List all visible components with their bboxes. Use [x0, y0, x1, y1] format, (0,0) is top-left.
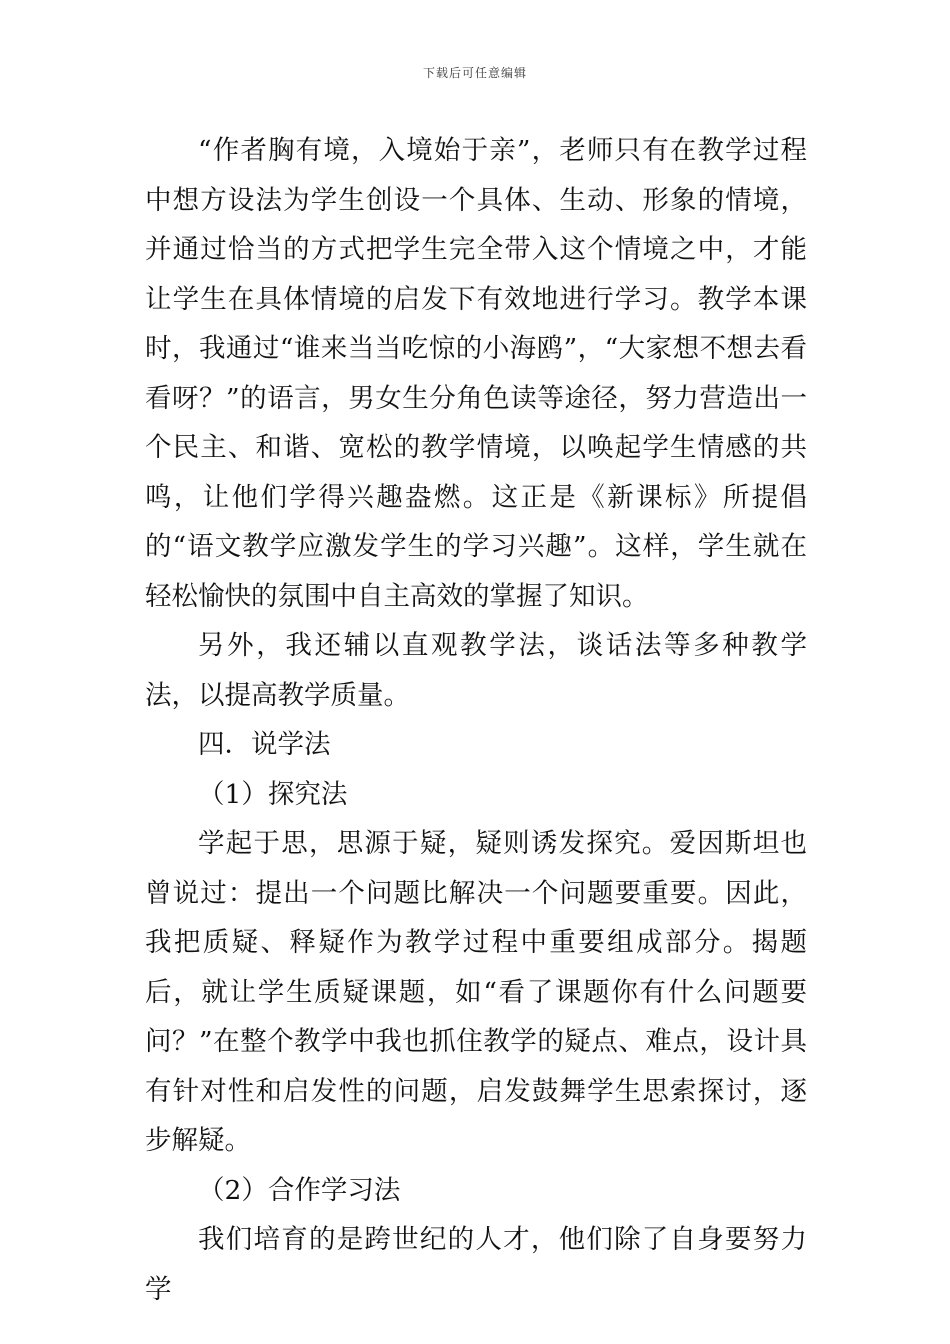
- paragraph-cooperative-learning: 我们培育的是跨世纪的人才，他们除了自身要努力学: [145, 1224, 807, 1305]
- paragraph-inquiry-method: 学起于思，思源于疑，疑则诱发探究。爱因斯坦也曾说过：提出一个问题比解决一个问题要重要。因此，我把质疑、释疑作为教学过程中重要组成部分。揭题后，就让学生质疑课题，如“看了课题你有什么问题要问？”在整个教学中我也抓住教学的疑点、难点，设计具有针对性和启发性的问题，启发鼓舞学生思索探讨，逐步解疑。: [145, 828, 807, 1156]
- document-body: [145, 126, 807, 1314]
- sub-heading-cooperative-learning: （2）合作学习法: [198, 1174, 401, 1206]
- sub-heading-inquiry-method: （1）探究法: [198, 778, 348, 810]
- section-heading-learning-methods: 四．说学法: [198, 729, 331, 760]
- page-header: 下载后可任意编辑: [422, 66, 527, 80]
- paragraph-situational-teaching: “作者胸有境，入境始于亲”，老师只有在教学过程中想方设法为学生创设一个具体、生动、形象的情境，并通过恰当的方式把学生完全带入这个情境之中，才能让学生在具体情境的启发下有效地进行学习。教学本课时，我通过“谁来当当吃惊的小海鸥”，“大家想不想去看看呀？”的语言，男女生分角色读等途径，努力营造出一个民主、和谐、宽松的教学情境，以唤起学生情感的共鸣，让他们学得兴趣盎燃。这正是《新课标》所提倡的“语文教学应激发学生的学习兴趣”。这样，学生就在轻松愉快的氛围中自主高效的掌握了知识。: [145, 135, 807, 612]
- paragraph-other-methods: 另外，我还辅以直观教学法，谈话法等多种教学法，以提高教学质量。: [145, 630, 807, 711]
